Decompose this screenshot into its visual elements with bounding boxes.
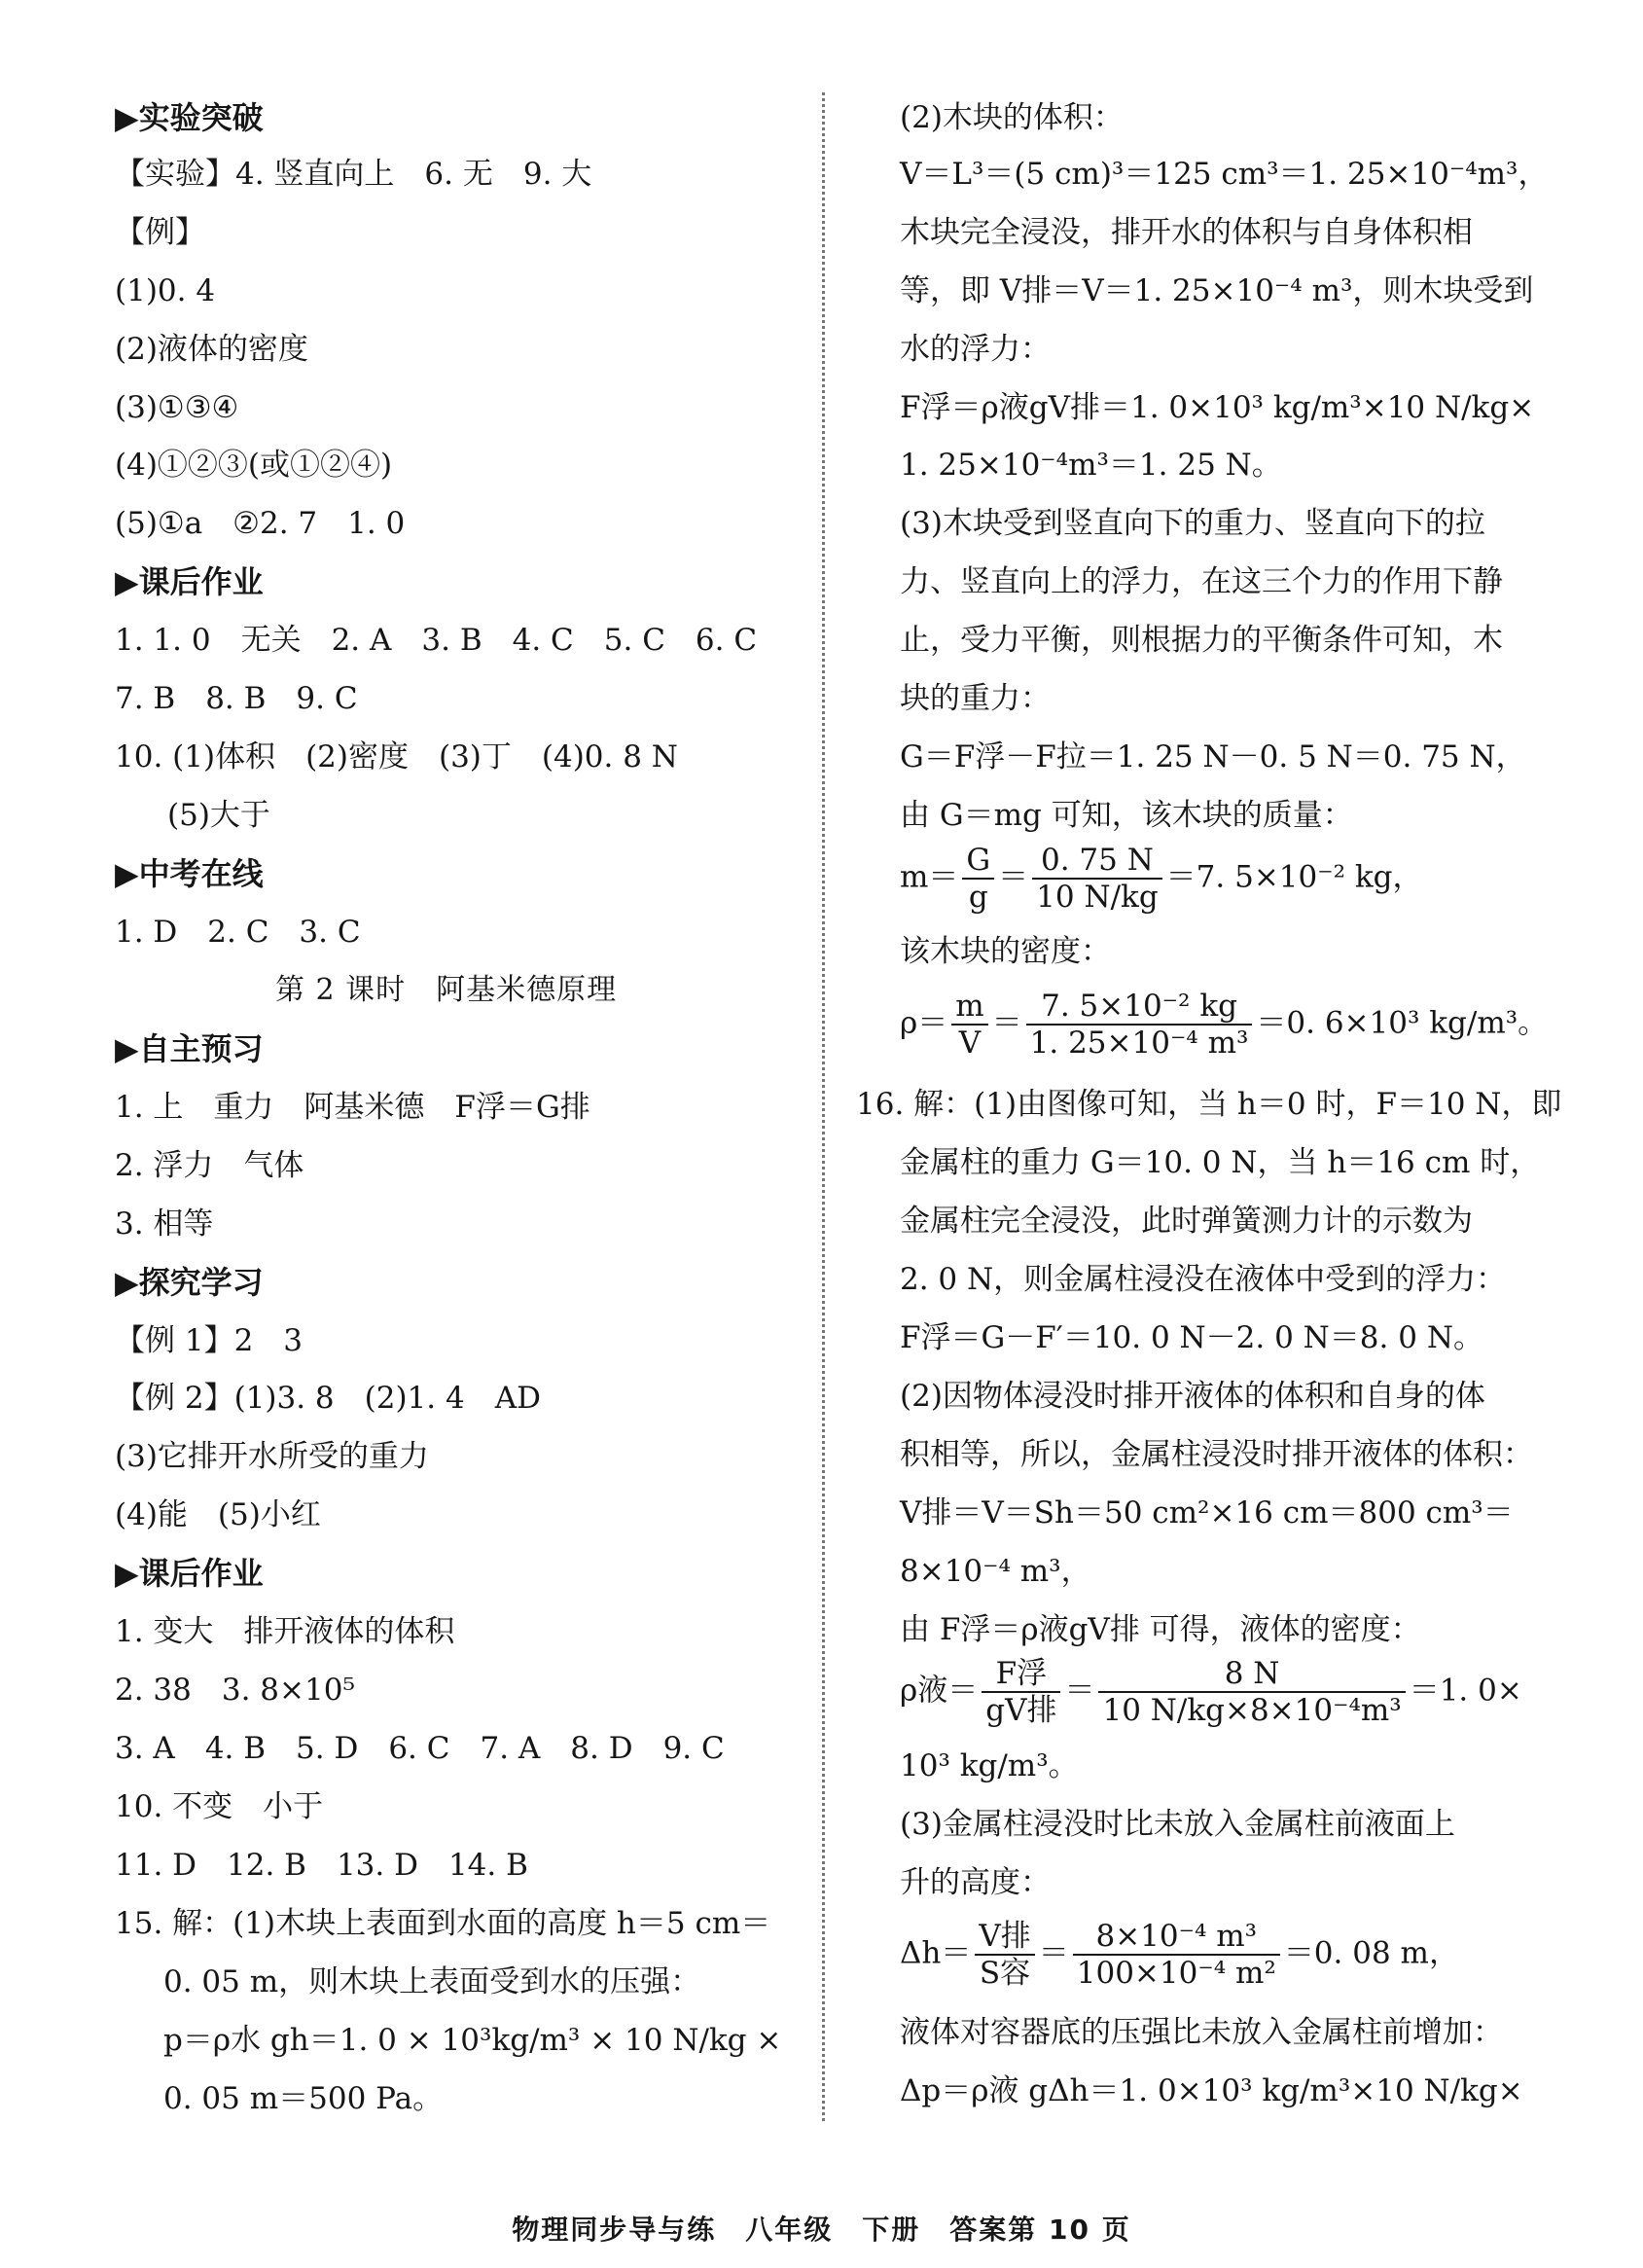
answer-line: 等，即 V排＝V＝1. 25×10⁻⁴ m³，则木块受到 bbox=[900, 273, 1534, 308]
column-divider bbox=[822, 92, 825, 2121]
answer-line: 1. 上 重力 阿基米德 F浮＝G排 bbox=[115, 1090, 590, 1125]
answer-line: V＝L³＝(5 cm)³＝125 cm³＝1. 25×10⁻⁴m³， bbox=[900, 157, 1549, 192]
answer-line: 【例】 bbox=[115, 215, 205, 250]
answer-line: (3)①③④ bbox=[115, 390, 239, 425]
answer-line: (2)木块的体积： bbox=[900, 100, 1124, 135]
section-title-exam: ▶中考在线 bbox=[115, 855, 264, 892]
answer-line: 10³ kg/m³。 bbox=[900, 1748, 1079, 1783]
answer-line: F浮＝ρ液gV排＝1. 0×10³ kg/m³×10 N/kg× bbox=[900, 390, 1535, 425]
answer-line: 2. 0 N，则金属柱浸没在液体中受到的浮力： bbox=[900, 1262, 1507, 1297]
answer-line: 7. B 8. B 9. C bbox=[115, 681, 358, 716]
fraction: $\frac{\text{V排}}{\text{S容}}$ bbox=[975, 1919, 1034, 1991]
answer-line: (4)①②③(或①②④) bbox=[115, 448, 393, 483]
page-footer: 物理同步导与练 八年级 下册 答案第 10 页 bbox=[512, 2214, 1131, 2246]
answer-line: (2)因物体浸没时排开液体的体积和自身的体 bbox=[900, 1379, 1485, 1414]
equation-mass: m＝ $\frac{G}{g}$ ＝ $\frac{0. 75 N}{10 N/kg}$ ＝7. 5×10⁻² kg， bbox=[900, 843, 1423, 915]
answer-line: p＝ρ水 gh＝1. 0 × 10³kg/m³ × 10 N/kg × bbox=[163, 2023, 782, 2058]
answer-line: 液体对容器底的压强比未放入金属柱前增加： bbox=[900, 2015, 1503, 2050]
section-title-homework: ▶课后作业 bbox=[115, 563, 264, 600]
answer-line: (3)它排开水所受的重力 bbox=[115, 1439, 429, 1474]
answer-line: 金属柱完全浸没，此时弹簧测力计的示数为 bbox=[900, 1204, 1473, 1239]
answer-line: 该木块的密度： bbox=[900, 934, 1111, 969]
equation-height: Δh＝ $\frac{\text{V排}}{\text{S容}}$ ＝ $\frac{\text{8×10⁻⁴ m³}}{\text{100×10⁻⁴ m²}}$ ＝0. 08 m， bbox=[900, 1919, 1459, 1991]
answer-line: 块的重力： bbox=[900, 681, 1051, 716]
answer-line: 10. 不变 小于 bbox=[115, 1789, 324, 1824]
answer-line: 3. 相等 bbox=[115, 1206, 214, 1242]
answer-line: V排＝V＝Sh＝50 cm²×16 cm＝800 cm³＝ bbox=[900, 1495, 1514, 1530]
answer-line: 【例 2】(1)3. 8 (2)1. 4 AD bbox=[115, 1381, 541, 1416]
answer-line: 由 G＝mg 可知，该木块的质量： bbox=[900, 798, 1353, 833]
answer-line: (2)液体的密度 bbox=[115, 332, 308, 367]
answer-line: (4)能 (5)小红 bbox=[115, 1497, 321, 1532]
section-title-preview: ▶自主预习 bbox=[115, 1030, 264, 1067]
answer-line: 由 F浮＝ρ液gV排 可得，液体的密度： bbox=[900, 1612, 1421, 1647]
answer-line: 1. 1. 0 无关 2. A 3. B 4. C 5. C 6. C bbox=[115, 623, 758, 658]
answer-line: (5)①a ②2. 7 1. 0 bbox=[115, 506, 406, 541]
answer-line: G＝F浮－F拉＝1. 25 N－0. 5 N＝0. 75 N， bbox=[900, 739, 1526, 774]
answer-line: (1)0. 4 bbox=[115, 273, 216, 308]
answer-line: 积相等，所以，金属柱浸没时排开液体的体积： bbox=[900, 1437, 1533, 1472]
answer-line: 止，受力平衡，则根据力的平衡条件可知，木 bbox=[900, 623, 1503, 658]
equation-density: ρ＝ $\frac{m}{V}$ ＝ $\frac{\text{7. 5×10⁻² kg}}{\text{1. 25×10⁻⁴ m³}}$ ＝0. 6×10³ kg/m³。 bbox=[900, 989, 1549, 1061]
lesson-title: 第 2 课时 阿基米德原理 bbox=[275, 973, 618, 1007]
answer-line: 力、竖直向上的浮力，在这三个力的作用下静 bbox=[900, 564, 1503, 599]
answer-line: 【实验】4. 竖直向上 6. 无 9. 大 bbox=[115, 157, 592, 192]
answer-line: (3)金属柱浸没时比未放入金属柱前液面上 bbox=[900, 1807, 1455, 1842]
answer-line: 3. A 4. B 5. D 6. C 7. A 8. D 9. C bbox=[115, 1731, 725, 1766]
answer-line: 0. 05 m＝500 Pa。 bbox=[163, 2081, 444, 2116]
answer-line: F浮＝G－F′＝10. 0 N－2. 0 N＝8. 0 N。 bbox=[900, 1320, 1483, 1355]
answer-line: 升的高度： bbox=[900, 1865, 1051, 1900]
answer-line: 8×10⁻⁴ m³， bbox=[900, 1554, 1091, 1589]
fraction: $\frac{0. 75 N}{10 N/kg}$ bbox=[1032, 843, 1162, 915]
answer-line: 【例 1】2 3 bbox=[115, 1323, 304, 1358]
fraction: $\frac{m}{V}$ bbox=[951, 989, 987, 1061]
answer-line: 金属柱的重力 G＝10. 0 N，当 h＝16 cm 时， bbox=[900, 1145, 1541, 1180]
fraction: $\frac{\text{F浮}}{\text{gV排}}$ bbox=[982, 1656, 1060, 1728]
answer-line: 11. D 12. B 13. D 14. B bbox=[115, 1848, 528, 1883]
answer-line: 1. 25×10⁻⁴m³＝1. 25 N。 bbox=[900, 448, 1282, 483]
fraction: $\frac{\text{7. 5×10⁻² kg}}{\text{1. 25×10⁻⁴ m³}}$ bbox=[1026, 989, 1253, 1061]
answer-line: Δp＝ρ液 gΔh＝1. 0×10³ kg/m³×10 N/kg× bbox=[900, 2073, 1523, 2108]
answer-line: 水的浮力： bbox=[900, 332, 1051, 367]
section-title-experiment: ▶实验突破 bbox=[115, 99, 264, 136]
answer-line: 10. (1)体积 (2)密度 (3)丁 (4)0. 8 N bbox=[115, 739, 678, 774]
section-title-homework-2: ▶课后作业 bbox=[115, 1555, 264, 1592]
section-title-explore: ▶探究学习 bbox=[115, 1264, 264, 1301]
answer-line: 0. 05 m，则木块上表面受到水的压强： bbox=[163, 1964, 701, 1999]
fraction: $\frac{8 N}{\text{10 N/kg×8×10⁻⁴m³}}$ bbox=[1098, 1656, 1405, 1728]
answer-line: 16. 解：(1)由图像可知，当 h＝0 时，F＝10 N，即 bbox=[856, 1087, 1562, 1122]
answer-line: (5)大于 bbox=[167, 798, 270, 833]
fraction: $\frac{\text{8×10⁻⁴ m³}}{\text{100×10⁻⁴ m²}}$ bbox=[1073, 1919, 1280, 1991]
answer-line: 15. 解：(1)木块上表面到水面的高度 h＝5 cm＝ bbox=[115, 1906, 771, 1941]
answer-line: 1. 变大 排开液体的体积 bbox=[115, 1614, 455, 1649]
equation-liquid-density: ρ液＝ $\frac{\text{F浮}}{\text{gV排}}$ ＝ $\frac{8 N}{\text{10 N/kg×8×10⁻⁴m³}}$ ＝1. 0× bbox=[900, 1656, 1522, 1728]
answer-line: 木块完全浸没，排开水的体积与自身体积相 bbox=[900, 215, 1473, 250]
answer-line: 1. D 2. C 3. C bbox=[115, 915, 361, 950]
answer-line: 2. 38 3. 8×10⁵ bbox=[115, 1673, 355, 1708]
answer-line: (3)木块受到竖直向下的重力、竖直向下的拉 bbox=[900, 506, 1485, 541]
fraction: $\frac{G}{g}$ bbox=[962, 843, 994, 915]
answer-line: 2. 浮力 气体 bbox=[115, 1148, 304, 1183]
